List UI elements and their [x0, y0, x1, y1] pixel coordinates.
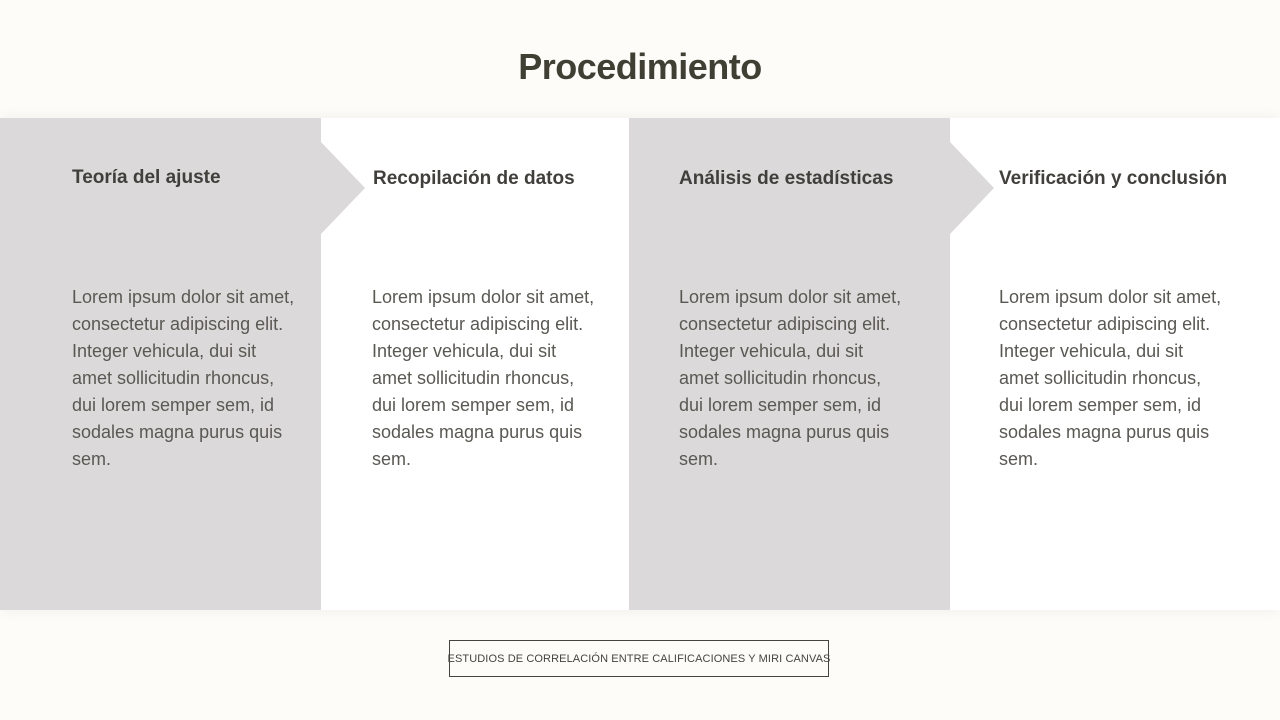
step-title-4: Verificación y conclusión: [999, 168, 1228, 189]
step-body-3: Lorem ipsum dolor sit amet, consectetur adipiscing elit. Integer vehicula, dui sit amet sollicitudin rhoncus, dui lorem semper sem, id sodales magna purus quis sem.: [679, 287, 902, 469]
footer-caption: ESTUDIOS DE CORRELACIÓN ENTRE CALIFICACIONES Y MIRI CANVAS: [449, 640, 829, 677]
arrow-connector-3: [950, 142, 994, 234]
arrow-connector-1: [321, 142, 365, 234]
process-band: [0, 118, 1280, 610]
step-body-4: Lorem ipsum dolor sit amet, consectetur adipiscing elit. Integer vehicula, dui sit amet sollicitudin rhoncus, dui lorem semper sem, id sodales magna purus quis sem.: [999, 287, 1222, 469]
step-body-2: Lorem ipsum dolor sit amet, consectetur adipiscing elit. Integer vehicula, dui sit amet sollicitudin rhoncus, dui lorem semper sem, id sodales magna purus quis sem.: [372, 287, 595, 469]
step-title-3: Análisis de estadísticas: [679, 168, 894, 189]
step-title-1: Teoría del ajuste: [72, 167, 221, 188]
step-title-2: Recopilación de datos: [373, 168, 575, 189]
slide-title: Procedimiento: [518, 46, 762, 87]
step-body-1: Lorem ipsum dolor sit amet, consectetur adipiscing elit. Integer vehicula, dui sit amet sollicitudin rhoncus, dui lorem semper sem, id sodales magna purus quis sem.: [72, 287, 295, 469]
